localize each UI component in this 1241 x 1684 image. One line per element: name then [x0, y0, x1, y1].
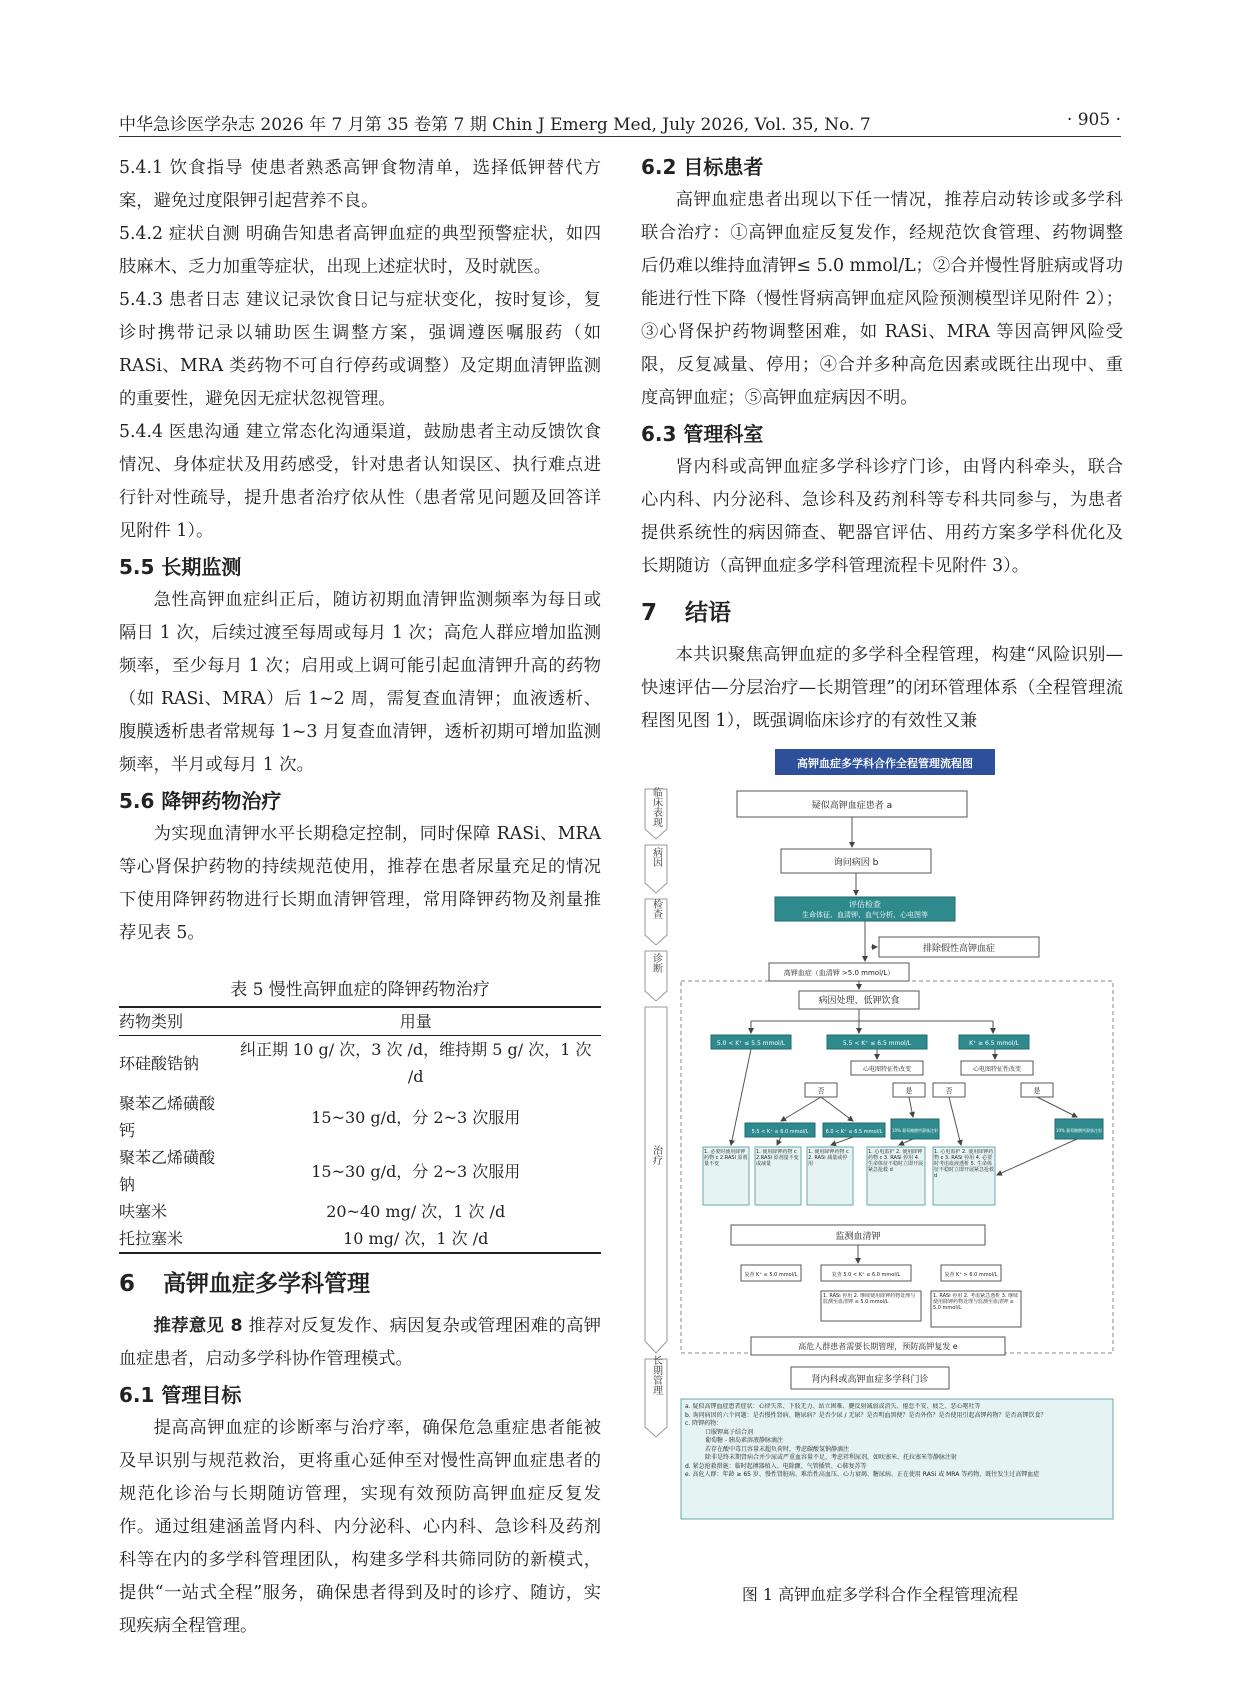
label-yes: 是	[1033, 1087, 1041, 1095]
table-cell: 纠正期 10 g/ 次，3 次 /d，维持期 5 g/ 次，1 次 /d	[239, 1040, 592, 1086]
note-line: d. 紧急抢救措施：临时起搏器植入、电除颤、气管插管、心肺复苏等	[685, 1462, 867, 1470]
heading-7-title: 结语	[685, 600, 731, 626]
table-cell: 20~40 mg/ 次，1 次 /d	[326, 1202, 506, 1221]
section-5-4-2: 5.4.2 症状自测 明确告知患者高钾血症的典型预警症状，如四肢麻木、乏力加重等症状，出现上述症状时，及时就医。	[119, 224, 601, 277]
label-treat-4: 1. 心电监护 2. 使用降钾药物 c 3. RASi 停用 4. 生命体征不稳时立即开展紧急抢救 d	[868, 1149, 924, 1173]
label-action-2: 1. RASi 停用 2. 继续使用降钾药物处理与监测至血清钾 ≤ 5.0 mmol/L	[823, 1293, 916, 1305]
section-5-4-4: 5.4.4 医患沟通 建立常态化沟通渠道，鼓励患者主动反馈饮食情况、身体症状及用药感受，针对患者认知误区、执行难点进行针对性疏导，提升患者治疗依从性（患者常见问题及回答详见附件 1）。	[119, 422, 601, 541]
paragraph-6-1: 提高高钾血症的诊断率与治疗率，确保危急重症患者能被及早识别与规范救治，更将重心延伸至对慢性高钾血症患者的规范化诊治与长期随访管理，实现有效预防高钾血症反复发作。通过组建涵盖肾内科、内分泌科、心内科、急诊科及药剂科等在内的多学科管理团队，构建多学科共筛同防的新模式，提供“一站式全程”服务，确保患者得到及时的诊疗、随访，实现疾病全程管理。	[119, 1418, 601, 1636]
notes	[685, 1403, 1109, 1480]
label-recheck-3: 复查 K⁺ > 6.0 mmol/L	[944, 1272, 998, 1278]
table-cell: 聚苯乙烯磺酸钙	[119, 1094, 216, 1140]
recommendation-label: 推荐意见 8	[153, 1316, 243, 1336]
running-header	[119, 108, 1121, 137]
note-line: 除非是终末期肾病合并少尿或严重血容量不足，考虑袢利尿剂，如呋塞米、托拉塞米等静脉注射	[705, 1454, 958, 1461]
heading-7	[641, 597, 1123, 629]
label-treat-1: 1. 必要时使用降钾药物 c 2.RASi 原剂量不变	[704, 1149, 748, 1167]
note-line: 若存在酸中毒且容量未超负荷时，考虑碳酸氢钠静滴注	[705, 1445, 850, 1453]
label-sub-2: 6.0 < K⁺ ≤ 6.5 mmol/L	[825, 1129, 883, 1135]
note-line: a. 疑似高钾血症患者症状：心律失常、下肢无力、站立困难、腱反射减弱或消失、倦怠不安、疲乏、恶心呕吐等	[685, 1403, 981, 1410]
label-recheck-2: 复查 5.0 < K⁺ ≤ 6.0 mmol/L	[831, 1272, 901, 1278]
note-line: 葡萄糖 - 胰岛素溶液静脉滴注	[705, 1437, 783, 1444]
page-number: · 905 ·	[1066, 110, 1121, 130]
label-evaluation-detail: 生命体征、血清钾、血气分析、心电图等	[802, 911, 928, 919]
figure-caption: 图 1 高钾血症多学科合作全程管理流程	[741, 1585, 1019, 1604]
label-clinic: 肾内科或高钾血症多学科门诊	[811, 1375, 929, 1385]
table-5	[119, 1006, 601, 1254]
heading-5-5: 5.5 长期监测	[119, 555, 242, 579]
heading-6-number: 6	[119, 1271, 136, 1297]
recommendation-8	[119, 1310, 601, 1376]
table-cell: 托拉塞米	[119, 1225, 230, 1253]
label-ecg: 心电图特征性改变	[862, 1066, 912, 1073]
heading-5-6: 5.6 降钾药物治疗	[119, 789, 282, 813]
label-treat-2: 1. 使用降钾药物 c 2.RASi 原剂量不变或减量	[756, 1149, 799, 1167]
section-5-4-3: 5.4.3 患者日志 建议记录饮食日记与症状变化，按时复诊，复诊时携带记录以辅助医生调整方案，强调遵医嘱服药（如 RASi、MRA 类药物不可自行停药或调整）及定期血清钾监测的重要性，避免因无症状忽视管理。	[119, 290, 601, 409]
stage-label: 治疗	[650, 1145, 662, 1165]
paragraph-5-6: 为实现血清钾水平长期稳定控制，同时保障 RASi、MRA 等心肾保护药物的持续规范使用，推荐在患者尿量充足的情况下使用降钾药物进行长期血清钾管理，常用降钾药物及剂量推荐见表 5。	[119, 824, 601, 943]
label-evaluation: 评估检查	[849, 900, 881, 909]
flowchart-figure	[641, 745, 1119, 1580]
stage-label: 病因	[650, 847, 662, 867]
label-diet: 病因处理、低钾饮食	[818, 996, 900, 1006]
section-5-4-1: 5.4.1 饮食指导 使患者熟悉高钾食物清单，选择低钾替代方案，避免过度限钾引起营养不良。	[119, 158, 601, 211]
label-exclude: 排除假性高钾血症	[922, 944, 996, 954]
heading-6-1: 6.1 管理目标	[119, 1383, 242, 1407]
paragraph-7: 本共识聚焦高钾血症的多学科全程管理，构建“风险识别—快速评估—分层治疗—长期管理”的闭环管理体系（全程管理流程图见图 1），既强调临床诊疗的有效性又兼	[641, 645, 1123, 731]
paragraph-6-3: 肾内科或高钾血症多学科诊疗门诊，由肾内科牵头，联合心内科、内分泌科、急诊科及药剂科等专科共同参与，为患者提供系统性的病因筛查、靶器官评估、用药方案多学科优化及长期随访（高钾血症多学科管理流程卡见附件 3）。	[641, 457, 1123, 576]
heading-7-number: 7	[641, 600, 658, 626]
heading-6-3: 6.3 管理科室	[641, 422, 764, 446]
table-cell: 15~30 g/d，分 2~3 次服用	[311, 1107, 521, 1127]
label-monitor: 监测血清钾	[835, 1232, 881, 1242]
table-row	[119, 1090, 601, 1144]
note-line: 口服钾离子结合剂	[705, 1428, 754, 1436]
note-line: c. 降钾药物：	[685, 1420, 723, 1427]
table-cell: 10 mg/ 次，1 次 /d	[230, 1225, 601, 1253]
label-suspect: 疑似高钾血症患者 a	[811, 801, 893, 811]
table-cell: 聚苯乙烯磺酸钠	[119, 1148, 216, 1194]
table-head-drug: 药物类别	[119, 1007, 230, 1036]
table-head-dose: 用量	[230, 1007, 601, 1036]
journal-info: 中华急诊医学杂志 2026 年 7 月第 35 卷第 7 期 Chin J Emerg Med, July 2026, Vol. 35, No. 7	[119, 115, 871, 135]
stage-column	[645, 789, 667, 1437]
right-column	[641, 152, 1123, 738]
table-cell: 环硅酸锆钠	[119, 1053, 200, 1073]
stage-arrow	[645, 1007, 667, 1353]
recommendation-text: 推荐对反复发作、病因复杂或管理困难的高钾血症患者，启动多学科协作管理模式。	[119, 1316, 601, 1369]
heading-6	[119, 1268, 601, 1300]
heading-6-title: 高钾血症多学科管理	[163, 1271, 370, 1297]
left-column	[119, 152, 601, 1643]
stage-label: 检查	[650, 899, 662, 919]
stage-label: 长期管理	[650, 1355, 662, 1395]
note-line: b. 询问病因的六个问题：是否慢性肾病、糖尿病？是否少尿 / 无尿？是否明血黑便？是否外伤？是否使用引起高钾药物？是否高钾饮食？	[685, 1411, 1047, 1419]
label-diagnosis: 高钾血症（血清钾 >5.0 mmol/L）	[783, 969, 895, 977]
label-treat-5: 1. 心电监护 2. 使用降钾药物 c 3. RASi 停用 4. 必要时考虑血液透析 5. 生命体征不稳时立即开展紧急抢救 d	[934, 1149, 994, 1179]
table-cell: 呋塞米	[119, 1202, 168, 1221]
figure-title: 高钾血症多学科合作全程管理流程图	[797, 757, 973, 770]
table-row	[119, 1036, 601, 1091]
table-row	[119, 1144, 601, 1198]
label-calcium: 10% 葡萄糖酸钙静脉注射	[891, 1128, 939, 1133]
note-line: e. 高危人群：年龄 ≥ 65 岁、慢性肾脏病、难治性高血压、心力衰竭、糖尿病、正在使用 RASi 或 MRA 等药物、既往发生过高钾血症	[685, 1471, 1040, 1478]
label-high-risk: 高危人群患者需要长期管理，预防高钾复发 e	[798, 1342, 958, 1351]
paragraph-6-2: 高钾血症患者出现以下任一情况，推荐启动转诊或多学科联合治疗：①高钾血症反复发作，经规范饮食管理、药物调整后仍难以维持血清钾≤ 5.0 mmol/L；②合并慢性肾脏病或肾功能进行性下降（慢性肾病高钾血症风险预测模型详见附件 2）；③心肾保护药物调整困难，如 RASi、MRA 等因高钾风险受限，反复减量、停用；④合并多种高危因素或既往出现中、重度高钾血症；⑤高钾血症病因不明。	[641, 190, 1123, 408]
stage-label: 临床表现	[650, 787, 662, 827]
label-grade-3: K⁺ ≥ 6.5 mmol/L	[969, 1040, 1019, 1047]
label-grade-1: 5.0 < K⁺ ≤ 5.5 mmol/L	[716, 1040, 786, 1047]
label-ecg: 心电图特征性改变	[972, 1066, 1022, 1073]
label-action-3: 1. RASi 停用 2. 考虑紧急透析 3. 继续使用降钾药物处理与监测至血清钾 ≤ 5.0 mmol/L	[933, 1293, 1019, 1311]
label-cause: 询问病因 b	[833, 858, 879, 868]
label-grade-2: 5.5 < K⁺ ≤ 6.5 mmol/L	[842, 1040, 912, 1047]
table-row	[119, 1198, 601, 1225]
label-sub-1: 5.5 < K⁺ ≤ 6.0 mmol/L	[751, 1129, 809, 1135]
label-no: 否	[817, 1087, 825, 1095]
label-no: 否	[945, 1087, 953, 1095]
label-treat-3: 1. 使用降钾药物 c 2. RASi 减量或停用	[808, 1149, 849, 1167]
paragraph-5-5: 急性高钾血症纠正后，随访初期血清钾监测频率为每日或隔日 1 次，后续过渡至每周或每月 1 次；高危人群应增加监测频率，至少每月 1 次；启用或上调可能引起血清钾升高的药物（如 RASi、MRA）后 1~2 周，需复查血清钾；血液透析、腹膜透析患者常规每 1~3 月复查血清钾，透析初期可增加监测频率，半月或每月 1 次。	[119, 590, 601, 775]
label-recheck-1: 复查 K⁺ ≤ 5.0 mmol/L	[744, 1272, 798, 1278]
stage-label: 诊断	[650, 953, 662, 973]
label-calcium: 10% 葡萄糖酸钙静脉注射	[1055, 1128, 1103, 1133]
label-yes: 是	[905, 1087, 913, 1095]
heading-6-2: 6.2 目标患者	[641, 155, 764, 179]
table-5-caption: 表 5 慢性高钾血症的降钾药物治疗	[230, 980, 490, 1000]
table-row	[119, 1225, 601, 1253]
table-cell: 15~30 g/d，分 2~3 次服用	[311, 1161, 521, 1181]
